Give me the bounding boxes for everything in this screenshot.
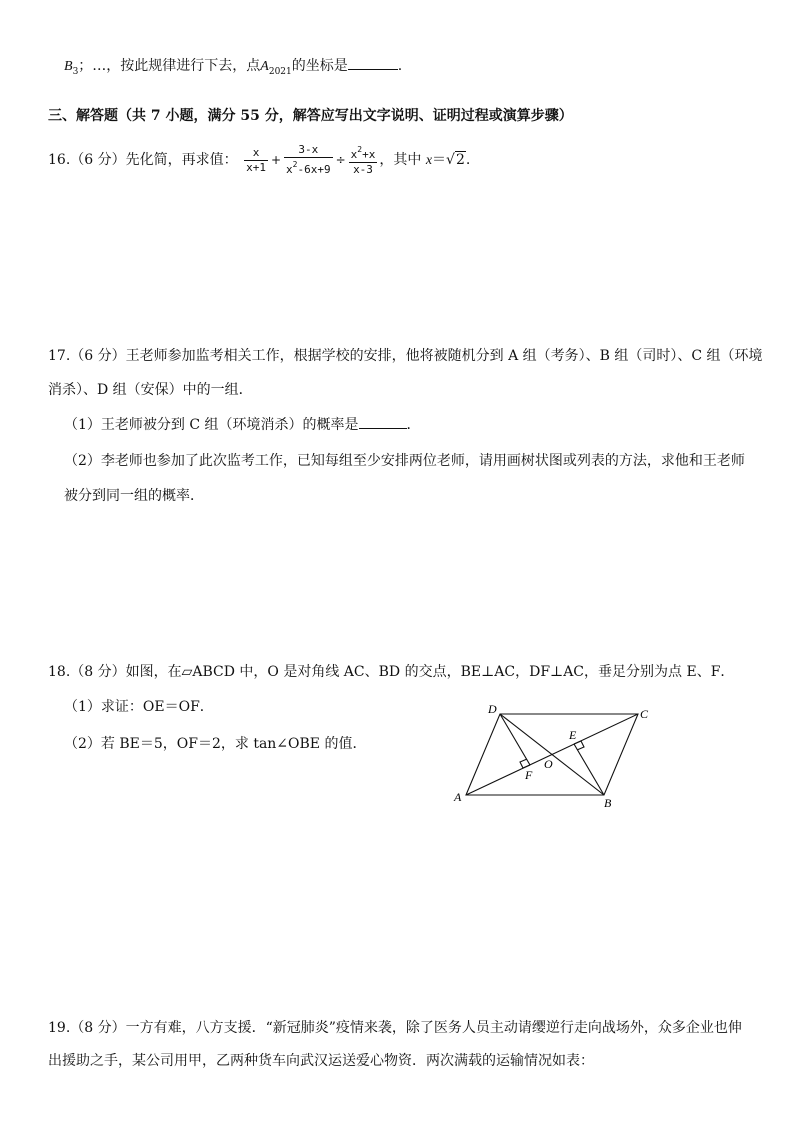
q17-sub-2-line-1: （2）李老师也参加了此次监考工作，已知每组至少安排两位老师，请用画树状图或列表的方法，求他和王老师 — [64, 453, 745, 469]
sqrt-radicand: 2 — [455, 152, 465, 168]
x-variable: x — [425, 153, 433, 168]
fraction-denominator: $x^2-6x+9$ — [286, 160, 331, 176]
perpendicular-be — [574, 744, 604, 795]
q15-tail-line — [64, 55, 402, 82]
equals-sign: ＝ — [432, 152, 447, 168]
point-b-label: B — [64, 59, 73, 74]
q15-end: . — [397, 58, 403, 74]
point-a-subscript: 2021 — [268, 66, 292, 77]
q18-sub-1: （1）求证：OE＝OF． — [64, 699, 214, 715]
fraction-numerator: x — [252, 145, 260, 159]
label-a: A — [454, 790, 462, 804]
q16-suffix: ，其中 — [379, 152, 426, 168]
q19-line-2: 出援助之手，某公司用甲，乙两种货车向武汉运送爱心物资．两次满载的运输情况如表： — [48, 1053, 594, 1069]
q15-text-a: ；…，按此规律进行下去，点 — [78, 58, 261, 74]
label-d: D — [488, 702, 497, 716]
q17-sub-1 — [64, 414, 421, 435]
label-c: C — [640, 707, 649, 721]
q17-sub-2-line-2: 被分到同一组的概率． — [64, 488, 204, 504]
q19-line-1: 19.（8 分）一方有难，八方支援．“新冠肺炎”疫情来袭，除了医务人员主动请缨逆行走向战场外，众多企业也伸 — [48, 1020, 742, 1036]
q18-sub-2: （2）若 BE＝5，OF＝2，求 tan∠OBE 的值． — [64, 736, 367, 752]
label-e: E — [569, 728, 577, 742]
point-a-label: A — [260, 59, 269, 74]
fraction-denominator: x+1 — [246, 160, 266, 174]
fraction-denominator: x-3 — [353, 163, 373, 176]
q16-fraction-1 — [244, 146, 268, 175]
q16-fraction-2 — [284, 143, 333, 177]
label-o: O — [544, 757, 553, 771]
q17-answer-blank[interactable] — [359, 414, 407, 429]
perpendicular-df — [500, 714, 530, 765]
section-title: 三、解答题（共 7 小题，满分 55 分，解答应写出文字说明、证明过程或演算步骤） — [48, 108, 573, 124]
label-f: F — [525, 768, 533, 782]
q15-text-b: 的坐标是 — [291, 58, 348, 74]
plus-operator: + — [270, 153, 282, 167]
label-b: B — [604, 796, 612, 810]
q17-line-2: 消杀）、D 组（安保）中的一组． — [48, 382, 253, 398]
parallelogram-figure — [450, 700, 660, 815]
q17-sub1-text: （1）王老师被分到 C 组（环境消杀）的概率是 — [64, 417, 359, 433]
diagonal-bd — [500, 714, 604, 795]
q16-fraction-3 — [349, 143, 378, 177]
q15-answer-blank[interactable] — [348, 55, 398, 70]
q16-prefix: 16.（6 分）先化简，再求值： — [48, 152, 238, 168]
fraction-numerator: $x^2+x$ — [350, 145, 376, 161]
point-b-subscript: 3 — [72, 66, 79, 77]
sqrt-symbol: √ — [446, 152, 455, 168]
q16-end: . — [465, 152, 471, 168]
q17-sub1-end: ． — [406, 417, 421, 433]
q18-line-1: 18.（8 分）如图，在▱ABCD 中，O 是对角线 AC、BD 的交点，BE⊥AC，DF⊥AC，垂足分别为点 E、F． — [48, 664, 735, 680]
q16-line — [48, 143, 470, 179]
fraction-numerator: 3-x — [298, 143, 319, 156]
q17-line-1: 17.（6 分）王老师参加监考相关工作，根据学校的安排，他将被随机分到 A 组（考务）、B 组（司时）、C 组（环境 — [48, 348, 763, 364]
divide-operator: ÷ — [335, 153, 346, 167]
